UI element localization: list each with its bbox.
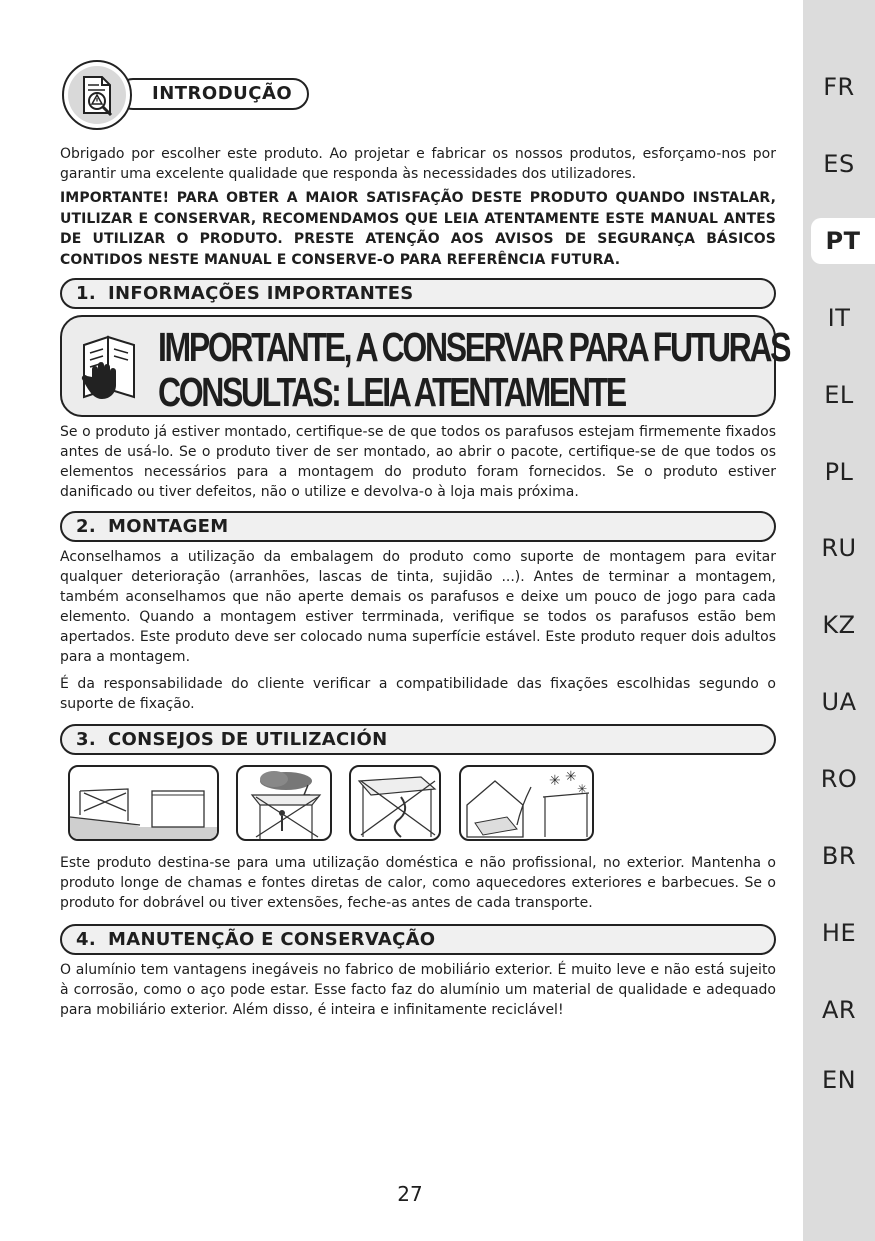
language-tab-ar[interactable]: AR <box>821 996 857 1024</box>
section-title: INFORMAÇÕES IMPORTANTES <box>108 283 414 304</box>
section-number: 1. <box>76 283 96 304</box>
warning-line-1: IMPORTANTE, A CONSERVAR PARA FUTURAS <box>158 324 790 370</box>
language-tab-br[interactable]: BR <box>821 842 857 870</box>
section-header-2 <box>60 511 776 542</box>
section-4-text: O alumínio tem vantagens inegáveis no fabrico de mobiliário exterior. É muito leve e não está sujeito à corrosão, como o aço pode estar. Esse facto faz do alumínio um material de qualidade e adequado para mobiliário exterior. Além disso, é inteira e infinitamente reciclável! <box>60 962 776 1018</box>
language-sidebar <box>803 0 875 1241</box>
warning-heading <box>158 325 789 415</box>
svg-text:✳: ✳ <box>549 773 561 789</box>
section-2-note: É da responsabilidade do cliente verificar a compatibilidade das fixações escolhidas segundo o suporte de fixação. <box>60 676 776 712</box>
section-2-text: Aconselhamos a utilização da embalagem do produto como suporte de montagem para evitar qualquer deterioração (arranhões, lascas de tinta, sujidão ...). Antes de terminar a montagem, também aconselhamos que não aperte demais os parafusos e deixe um pouco de jogo para cada elemento. Quando a montagem estiver terrminada, verifique se todos os parafusos estão bem apertados. Este produto deve ser colocado numa superfície estável. Este produto requer dois adultos para a montagem. <box>60 549 776 665</box>
section-header-3 <box>60 724 776 755</box>
manual-warning-icon <box>62 60 132 130</box>
language-tab-en[interactable]: EN <box>821 1066 857 1094</box>
section-number: 2. <box>76 516 96 537</box>
intro-important-paragraph: IMPORTANTE! PARA OBTER A MAIOR SATISFAÇÃO DESTE PRODUTO QUANDO INSTALAR, UTILIZAR E CONSERVAR, RECOMENDAMOS QUE LEIA ATENTAMENTE ESTE MANUAL ANTES DE UTILIZAR O PRODUTO. PRESTE ATENÇÃO AOS AVISOS DE SEGURANÇA BÁSICOS CONTIDOS NESTE MANUAL E CONSERVE-O PARA REFERÊNCIA FUTURA. <box>60 190 776 268</box>
intro-header <box>62 60 312 135</box>
level-ground-pictogram <box>68 765 219 841</box>
language-tab-pl[interactable]: PL <box>824 458 854 486</box>
read-manual-icon <box>78 333 142 405</box>
svg-text:✳: ✳ <box>577 782 588 796</box>
language-tab-pt[interactable]: PT <box>811 218 875 264</box>
svg-text:✳: ✳ <box>565 769 577 785</box>
language-tab-ru[interactable]: RU <box>821 534 857 562</box>
section-number: 3. <box>76 729 96 750</box>
language-tab-el[interactable]: EL <box>824 381 854 409</box>
language-tab-es[interactable]: ES <box>823 150 855 178</box>
section-header-1 <box>60 278 776 309</box>
important-warning-box <box>60 315 790 417</box>
language-tab-it[interactable]: IT <box>827 304 851 332</box>
language-tab-ro[interactable]: RO <box>820 765 858 793</box>
section-header-4 <box>60 924 776 955</box>
no-heat-source-pictogram <box>349 765 441 841</box>
warning-line-2: CONSULTAS: LEIA ATENTAMENTE <box>158 369 625 415</box>
language-tab-he[interactable]: HE <box>821 919 857 947</box>
winter-storage-pictogram <box>459 765 594 841</box>
intro-title: INTRODUÇÃO <box>117 78 309 110</box>
intro-paragraph: Obrigado por escolher este produto. Ao projetar e fabricar os nossos produtos, esforçamo-nos por garantir uma excelente qualidade que responda às necessidades dos utilizadores. <box>60 146 776 182</box>
language-tab-ua[interactable]: UA <box>821 688 857 716</box>
section-title: MONTAGEM <box>108 516 229 537</box>
page-number: 27 <box>397 1182 423 1206</box>
section-title: CONSEJOS DE UTILIZACIÓN <box>108 729 388 750</box>
storm-warning-pictogram <box>236 765 332 841</box>
section-3-text: Este produto destina-se para uma utilização doméstica e não profissional, no exterior. Mantenha o produto longe de chamas e fontes diretas de calor, como aquecedores exteriores e barbecues. Se o produto for dobrável ou tiver extensões, feche-as antes de cada transporte. <box>60 855 776 911</box>
section-number: 4. <box>76 929 96 950</box>
language-tab-kz[interactable]: KZ <box>822 611 856 639</box>
section-title: MANUTENÇÃO E CONSERVAÇÃO <box>108 929 436 950</box>
section-1-text: Se o produto já estiver montado, certifique-se de que todos os parafusos estejam firmemente fixados antes de usá-lo. Se o produto tiver de ser montado, ao abrir o pacote, certifique-se de que todos os elementos necessários para a montagem do produto foram fornecidos. Se o produto estiver danificado ou tiver defeitos, não o utilize e devolva-o à loja mais próxima. <box>60 424 776 500</box>
language-tab-fr[interactable]: FR <box>823 73 855 101</box>
